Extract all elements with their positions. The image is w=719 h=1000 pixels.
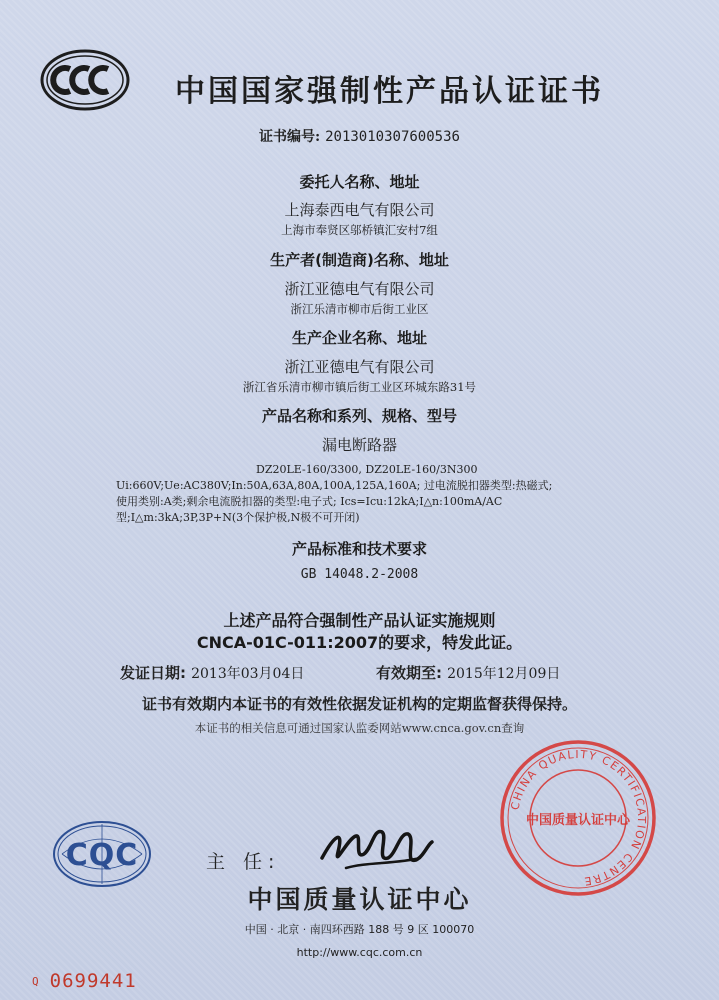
- valid-until: [376, 662, 560, 683]
- issue-date: [120, 662, 304, 683]
- applicant-name: 上海泰西电气有限公司: [284, 201, 435, 219]
- standard-value: GB 14048.2-2008: [300, 567, 419, 582]
- certification-seal: [498, 738, 658, 898]
- seal-outer-text: CHINA QUALITY CERTIFICATION CENTRE: [508, 747, 649, 888]
- valid-until-label: 有效期至:: [376, 664, 442, 682]
- organization-website: http://www.cqc.com.cn: [296, 946, 423, 959]
- valid-until-value: 2015年12月09日: [447, 666, 561, 682]
- factory-address: 浙江省乐清市柳市镇后街工业区环城东路31号: [242, 380, 477, 394]
- manufacturer-name: 浙江亚德电气有限公司: [284, 280, 435, 298]
- issuing-organization: 中国质量认证中心: [247, 885, 472, 914]
- organization-address: 中国 · 北京 · 南四环西路 188 号 9 区 100070: [244, 923, 475, 936]
- factory-heading: 生产企业名称、地址: [291, 329, 427, 347]
- query-note: 本证书的相关信息可通过国家认监委网站www.cnca.gov.cn查询: [194, 721, 525, 735]
- director-label: 主 任:: [206, 851, 281, 873]
- compliance-line-1: 上述产品符合强制性产品认证实施规则: [223, 611, 496, 630]
- director-signature: [316, 818, 436, 878]
- cert-number-label: 证书编号:: [259, 129, 321, 145]
- cert-number-value: 2013010307600536: [325, 129, 460, 145]
- product-heading: 产品名称和系列、规格、型号: [261, 407, 457, 425]
- standard-heading: 产品标准和技术要求: [291, 540, 427, 558]
- issue-date-label: 发证日期:: [120, 664, 186, 682]
- applicant-address: 上海市奉贤区邬桥镇汇安村7组: [281, 223, 438, 237]
- certificate-number: [0, 126, 719, 146]
- spec-line: Ui:660V;Ue:AC380V;In:50A,63A,80A,100A,125A,160A; 过电流脱扣器类型:热磁式;: [116, 479, 553, 492]
- ccc-logo: [40, 49, 130, 111]
- serial-number: [32, 970, 137, 992]
- validity-note: 证书有效期内本证书的有效性依据发证机构的定期监督获得保持。: [141, 695, 577, 713]
- product-spec: [116, 462, 636, 526]
- manufacturer-heading: 生产者(制造商)名称、地址: [270, 251, 449, 269]
- spec-line: 型;I△m:3kA;3P,3P+N(3个保护极,N极不可开闭): [116, 511, 360, 524]
- spec-line: DZ20LE-160/3300, DZ20LE-160/3N300: [256, 463, 478, 476]
- compliance-line-2: CNCA-01C-011:2007的要求，特发此证。: [196, 633, 523, 652]
- issue-date-value: 2013年03月04日: [191, 666, 305, 682]
- serial-value: 0699441: [49, 970, 137, 992]
- spec-line: 使用类别:A类;剩余电流脱扣器的类型:电子式; Ics=Icu:12kA;I△n:100mA/AC: [116, 495, 503, 508]
- cqc-logo-text: CQC: [65, 838, 139, 873]
- manufacturer-address: 浙江乐清市柳市后街工业区: [290, 302, 429, 316]
- certificate-title: 中国国家强制性产品认证证书: [175, 74, 604, 109]
- applicant-heading: 委托人名称、地址: [299, 173, 420, 191]
- serial-prefix: Q: [32, 975, 40, 988]
- factory-name: 浙江亚德电气有限公司: [284, 358, 435, 376]
- seal-inner-text: 中国质量认证中心: [525, 813, 631, 828]
- product-name: 漏电断路器: [321, 436, 397, 454]
